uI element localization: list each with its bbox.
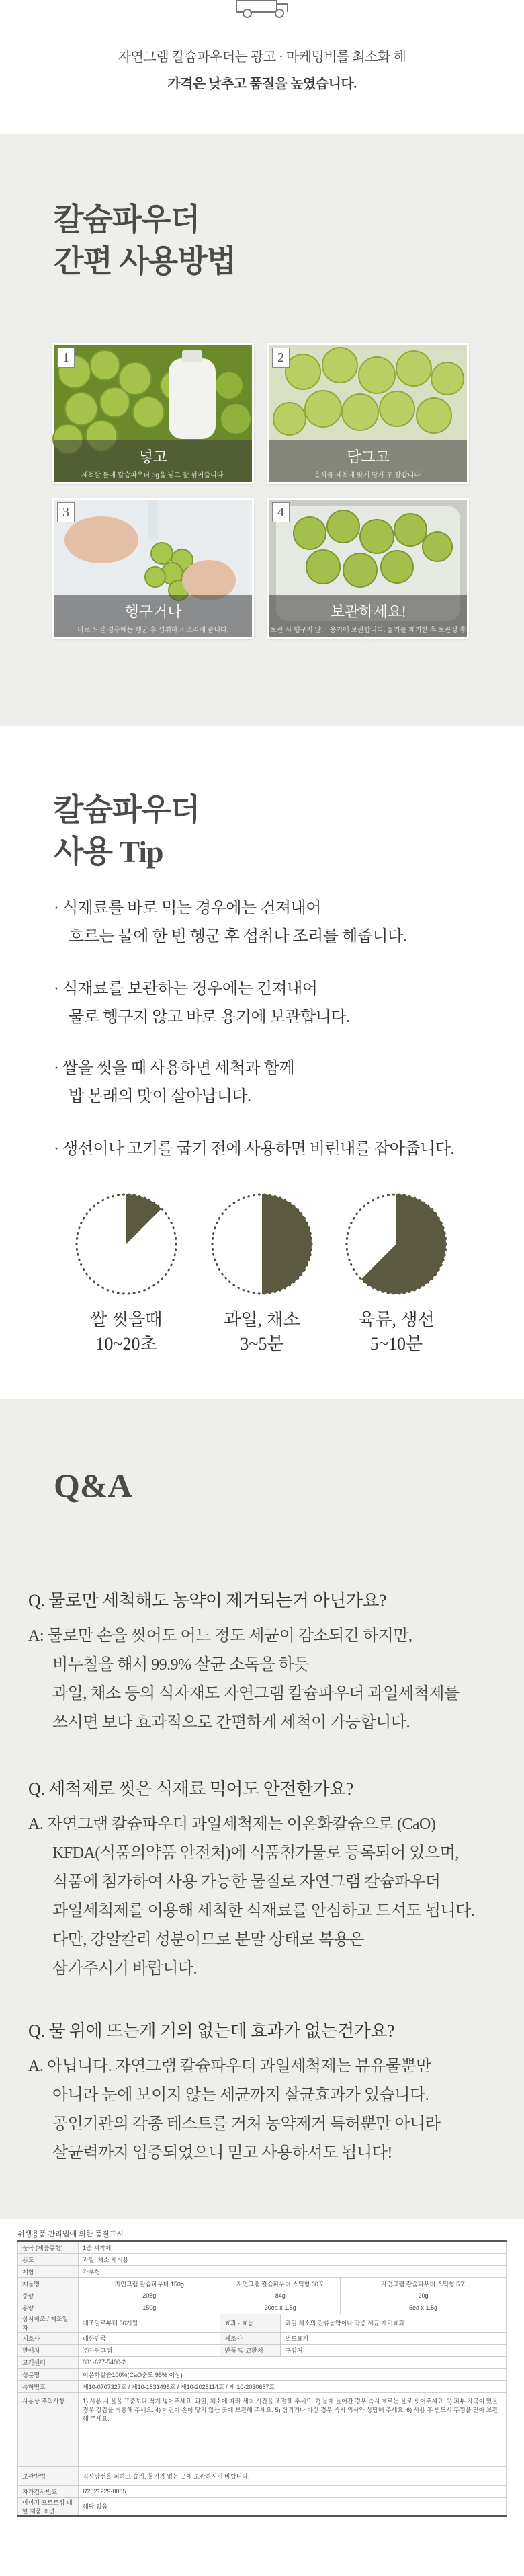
tip-item-1 bbox=[54, 894, 490, 951]
table-row bbox=[18, 2380, 507, 2392]
step-card-1 bbox=[52, 343, 254, 484]
step-photo-grapes-rinse bbox=[54, 500, 252, 637]
step-photo-grapes-soak bbox=[269, 345, 467, 482]
pie-slice bbox=[262, 1194, 312, 1294]
table-row bbox=[18, 2392, 507, 2466]
pie-label-name: 육류, 생선 bbox=[358, 1310, 435, 1329]
pie-label-range: 10~20초 bbox=[95, 1334, 157, 1354]
table-cell: 사용상 주의사항 bbox=[18, 2392, 79, 2466]
qa-answer-line: 공인기관의 각종 테스트를 거쳐 농약제거 특허뿐만 아니라 bbox=[52, 2115, 441, 2133]
table-cell: 용량 bbox=[18, 2302, 79, 2314]
step-number: 4 bbox=[272, 502, 290, 522]
qa-answer-line: 쓰시면 보다 효과적으로 간편하게 세척이 가능합니다. bbox=[52, 1714, 410, 1731]
table-cell: 이미지 포토토정 대한 제품 표면 bbox=[18, 2497, 79, 2516]
table-cell: 자연그램 칼슘파우더 150g bbox=[79, 2277, 220, 2290]
tip-line: · 쌀을 씻을 때 사용하면 세척과 함께 bbox=[54, 1060, 295, 1077]
table-cell: 20g bbox=[341, 2290, 507, 2302]
table-cell: 30ea x 1.5g bbox=[220, 2302, 341, 2314]
table-cell: 특허번호 bbox=[18, 2380, 79, 2392]
step-card-4 bbox=[267, 498, 469, 644]
table-cell: 1종 세척제 bbox=[79, 2241, 507, 2253]
tip-line: · 식재료를 보관하는 경우에는 건져내어 bbox=[54, 980, 318, 998]
truck-icon bbox=[222, 0, 302, 20]
qa-answer-line: 삼가주시기 바랍니다. bbox=[52, 1960, 198, 1978]
spec-table bbox=[17, 2240, 507, 2517]
pie-label-range: 3~5분 bbox=[240, 1334, 284, 1354]
table-cell: 제10-0707327호 / 제10-1831498호 / 제10-2025114호 / 제 10-2030657호 bbox=[79, 2380, 507, 2392]
table-cell: 제조사 bbox=[220, 2332, 281, 2344]
howto-section bbox=[0, 134, 524, 726]
step-desc: 보관 시 헹구지 않고 용기에 보관합니다. 물기를 제거한 후 보관성 좋아요. bbox=[270, 627, 466, 644]
qa-question-2: Q. 세척제로 씻은 식재료 먹어도 안전한가요? bbox=[28, 1779, 353, 1799]
table-cell: 용도 bbox=[18, 2253, 79, 2265]
table-cell: 판매처 bbox=[18, 2344, 79, 2356]
tip-line: 물로 헹구지 않고 바로 용기에 보관합니다. bbox=[69, 1009, 350, 1026]
table-cell: 구입처 bbox=[281, 2344, 507, 2356]
table-cell: 직사광선을 피하고 습기, 물기가 없는 곳에 보관하시기 바랍니다. bbox=[79, 2466, 507, 2485]
tip-line: 밥 본래의 맛이 살아납니다. bbox=[69, 1088, 251, 1105]
table-row bbox=[18, 2356, 507, 2368]
table-row bbox=[18, 2368, 507, 2380]
howto-title-line-1: 칼슘파우더 bbox=[54, 202, 200, 237]
pie-chart bbox=[343, 1190, 450, 1298]
table-row bbox=[18, 2344, 507, 2356]
table-row bbox=[18, 2241, 507, 2253]
step-caption bbox=[269, 595, 467, 644]
step-caption bbox=[269, 440, 467, 482]
qa-answer-3 bbox=[28, 2052, 512, 2168]
table-cell: 과일, 채소 세척용 bbox=[79, 2253, 507, 2265]
intro-line-1: 자연그램 칼슘파우더는 광고 · 마케팅비를 최소화 해 bbox=[118, 50, 406, 65]
table-cell: 5ea x 1.5g bbox=[341, 2302, 507, 2314]
step-number: 1 bbox=[57, 348, 75, 368]
table-row bbox=[18, 2497, 507, 2516]
table-cell: 해당 없음 bbox=[79, 2497, 507, 2516]
step-number: 3 bbox=[57, 502, 75, 522]
table-cell: 제형 bbox=[18, 2265, 79, 2277]
tip-title-line-2: 사용 Tip bbox=[54, 834, 163, 869]
table-cell: 205g bbox=[79, 2290, 220, 2302]
table-row bbox=[18, 2485, 507, 2497]
table-cell: 제조일로부터 36개월 bbox=[79, 2314, 220, 2332]
table-cell: 84g bbox=[220, 2290, 341, 2302]
pie-rice bbox=[73, 1190, 180, 1356]
table-cell: 품목 (제품유형) bbox=[18, 2241, 79, 2253]
tip-section bbox=[0, 726, 524, 1399]
step-card-2 bbox=[267, 343, 469, 484]
table-row bbox=[18, 2290, 507, 2302]
pie-label-range: 5~10분 bbox=[369, 1334, 423, 1354]
qa-question-3: Q. 물 위에 뜨는게 거의 없는데 효과가 없는건가요? bbox=[28, 2021, 395, 2041]
table-cell: 과일 채소의 잔류농약이나 각종 세균 제거효과 bbox=[281, 2314, 507, 2332]
pie-fruit bbox=[208, 1190, 316, 1356]
pie-chart bbox=[73, 1190, 180, 1298]
table-cell: R2021229-0085 bbox=[79, 2485, 507, 2497]
pie-slice bbox=[126, 1194, 161, 1244]
step-caption bbox=[54, 595, 252, 637]
step-number: 2 bbox=[272, 348, 290, 368]
qa-answer-1 bbox=[28, 1622, 512, 1738]
step-desc: 세척할 물에 칼슘파우더 3g을 넣고 잘 섞어줍니다. bbox=[81, 472, 226, 479]
qa-answer-line: A. 자연그램 칼슘파우더 과일세척제는 이온화칼슘으로 (CaO) bbox=[28, 1816, 436, 1833]
table-cell: 반품 및 교환처 bbox=[220, 2344, 281, 2356]
intro-line-2: 가격은 낮추고 품질을 높였습니다. bbox=[167, 77, 357, 91]
howto-title-line-2: 간편 사용방법 bbox=[54, 244, 236, 278]
spec-title: 위생용품 관리법에 의한 품질표시 bbox=[17, 2230, 124, 2238]
step-title: 보관하세요! bbox=[330, 603, 406, 620]
table-cell: 150g bbox=[79, 2302, 220, 2314]
step-photo-grapes-store bbox=[269, 500, 467, 644]
tip-title-line-1: 칼슘파우더 bbox=[54, 793, 200, 827]
step-photo-grapes-powder bbox=[54, 345, 252, 482]
qa-answer-line: 아니라 눈에 보이지 않는 세균까지 살균효과가 있습니다. bbox=[52, 2086, 429, 2104]
table-cell: 중량 bbox=[18, 2290, 79, 2302]
table-row bbox=[18, 2302, 507, 2314]
pie-label-name: 쌀 씻을때 bbox=[90, 1310, 163, 1329]
table-row bbox=[18, 2265, 507, 2277]
table-row bbox=[18, 2277, 507, 2290]
tip-line: · 생선이나 고기를 굽기 전에 사용하면 비린내를 잡아줍니다. bbox=[54, 1140, 454, 1158]
qa-answer-line: 다만, 강알칼리 성분이므로 분말 상태로 복용은 bbox=[52, 1931, 364, 1949]
table-cell: 보관방법 bbox=[18, 2466, 79, 2485]
table-cell: 자가검사번호 bbox=[18, 2485, 79, 2497]
step-title: 헹구거나 bbox=[124, 603, 182, 620]
table-cell: 가루형 bbox=[79, 2265, 507, 2277]
spec-section bbox=[0, 2219, 524, 2576]
step-title: 담그고 bbox=[347, 448, 390, 465]
tip-item-2 bbox=[54, 975, 490, 1031]
table-cell: ㈜자연그램 bbox=[79, 2344, 220, 2356]
qa-title: Q&A bbox=[54, 1467, 132, 1504]
table-row bbox=[18, 2466, 507, 2485]
table-cell: 이온화칼슘100%(CaO순도 95% 이상) bbox=[79, 2368, 507, 2380]
table-cell: 제조사 bbox=[18, 2332, 79, 2344]
qa-answer-line: 과일세척제를 이용해 세척한 식재료를 안심하고 드셔도 됩니다. bbox=[52, 1902, 475, 1920]
tip-item-3 bbox=[54, 1054, 490, 1111]
tip-item-4 bbox=[54, 1135, 511, 1163]
table-cell: 제품명 bbox=[18, 2277, 79, 2290]
step-desc: 음식물 세척에 맞게 담가 두 잠갑니다. bbox=[314, 472, 423, 479]
table-cell: 대한민국 bbox=[79, 2332, 220, 2344]
pie-slice bbox=[361, 1194, 446, 1294]
step-card-3 bbox=[52, 498, 254, 639]
tip-line: 흐르는 물에 한 번 헹군 후 섭취나 조리를 해줍니다. bbox=[69, 928, 407, 945]
table-cell: 상시제조 / 제조일자 bbox=[18, 2314, 79, 2332]
step-desc: 바로 드실 경우에는 헹군 후 섭취하고 조리해 줍니다. bbox=[77, 627, 229, 634]
qa-answer-line: A. 아닙니다. 자연그램 칼슘파우더 과일세척제는 뷰유물뿐만 bbox=[28, 2058, 431, 2075]
qa-answer-line: 과일, 채소 등의 식자재도 자연그램 칼슘파우더 과일세척제를 bbox=[52, 1685, 460, 1703]
qa-answer-line: KFDA(식품의약품 안전처)에 식품첨가물로 등록되어 있으며, bbox=[52, 1844, 459, 1862]
qa-question-1: Q. 물로만 세척해도 농약이 제거되는거 아닌가요? bbox=[28, 1591, 387, 1610]
table-cell: 별도표기 bbox=[281, 2332, 507, 2344]
step-caption bbox=[54, 440, 252, 482]
qa-answer-line: 식품에 첨가하여 사용 가능한 물질로 자연그램 칼슘파우더 bbox=[52, 1873, 441, 1891]
qa-section bbox=[0, 1399, 524, 2219]
qa-answer-line: A: 물로만 손을 씻어도 어느 정도 세균이 감소되긴 하지만, bbox=[28, 1627, 412, 1645]
qa-answer-line: 비누칠을 해서 99.9% 살균 소독을 하듯 bbox=[52, 1656, 309, 1674]
table-cell: 고객센터 bbox=[18, 2356, 79, 2368]
intro-section bbox=[0, 0, 524, 134]
qa-answer-line: 살균력까지 입증되었으니 믿고 사용하셔도 됩니다! bbox=[52, 2144, 392, 2162]
table-cell: 성분명 bbox=[18, 2368, 79, 2380]
table-cell: 031-627-5480-2 bbox=[79, 2356, 507, 2368]
pie-meat bbox=[343, 1190, 450, 1356]
step-title: 넣고 bbox=[138, 448, 168, 465]
table-cell: 효과 · 효능 bbox=[220, 2314, 281, 2332]
qa-answer-2 bbox=[28, 1810, 512, 1984]
table-row bbox=[18, 2253, 507, 2265]
table-row bbox=[18, 2314, 507, 2332]
table-row bbox=[18, 2332, 507, 2344]
table-cell: 자연그램 칼슘파우더 스틱형 30포 bbox=[220, 2277, 341, 2290]
tip-line: · 식재료를 바로 먹는 경우에는 건져내어 bbox=[54, 900, 321, 917]
pie-chart bbox=[208, 1190, 316, 1298]
table-cell: 1) 사용 시 물을 표준보다 적게 넣어주세요. 과일, 채소에 따라 세척 시간을 조절해 주세요. 2) 눈에 들어간 경우 즉시 흐르는 물로 씻어주세요. 3) 피부 자극이 있을 경우 장갑을 착용해 주세요. 4) 어린이 손이 닿지 않는 곳에 보관해 주세요. 5) 삼키거나 마신 경우 즉시 의사와 상담해 주세요. 6) 사용 후 반드시 뚜껑을 닫아 보관해 주세요. bbox=[79, 2392, 507, 2466]
table-cell: 자연그램 칼슘파우더 스틱형 5포 bbox=[341, 2277, 507, 2290]
pie-label-name: 과일, 채소 bbox=[224, 1310, 300, 1329]
